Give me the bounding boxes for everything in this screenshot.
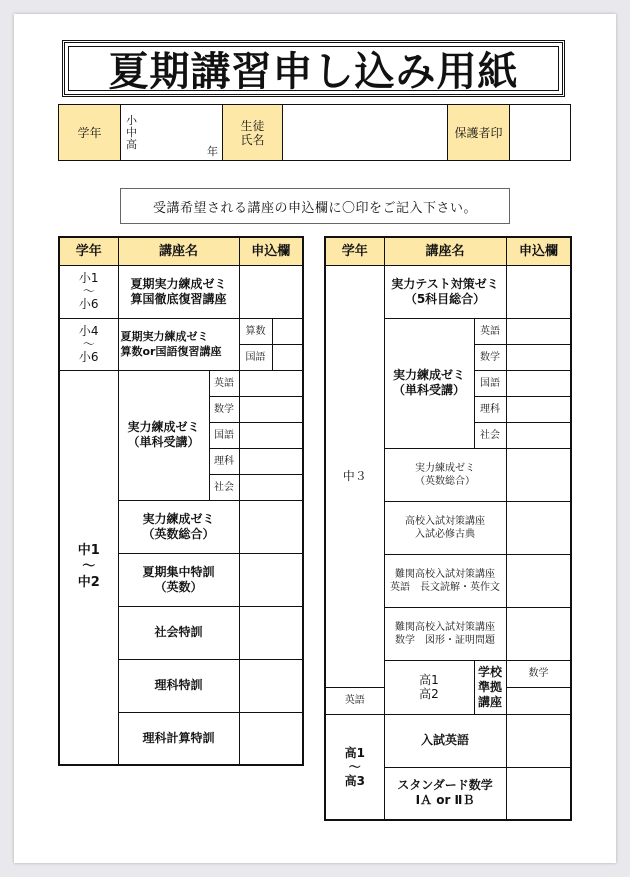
grade-cell: 小4 ～ 小6	[59, 318, 118, 370]
apply-cell[interactable]	[239, 500, 303, 553]
apply-cell[interactable]	[239, 265, 303, 318]
course-name: 社会特訓	[118, 606, 239, 659]
apply-cell[interactable]	[239, 712, 303, 765]
grade-option-high: 高	[126, 137, 137, 151]
apply-cell[interactable]	[239, 448, 303, 474]
subject-label: 英語	[325, 687, 384, 714]
grade-cell: 高1 ～ 高3	[325, 714, 384, 820]
apply-cell[interactable]	[239, 606, 303, 659]
grade-cell: 中1 ～ 中2	[59, 370, 118, 765]
grade-suffix: 年	[207, 145, 218, 158]
apply-cell[interactable]	[506, 554, 571, 607]
subject-label: 社会	[474, 422, 506, 448]
right-course-table	[324, 236, 572, 821]
subject-label: 社会	[209, 474, 239, 500]
grade-option-middle: 中	[126, 125, 137, 139]
apply-cell[interactable]	[506, 687, 571, 714]
course-column-header: 講座名	[118, 237, 239, 265]
apply-cell[interactable]	[506, 422, 571, 448]
course-name: 学校準拠講座	[474, 660, 506, 714]
course-name: 夏期実力練成ゼミ 算国徹底復習講座	[118, 265, 239, 318]
apply-column-header: 申込欄	[506, 237, 571, 265]
course-name: 入試英語	[384, 714, 506, 767]
subject-label: 理科	[209, 448, 239, 474]
student-info-table	[58, 104, 571, 161]
subject-label: 英語	[209, 370, 239, 396]
apply-cell[interactable]	[506, 318, 571, 344]
subject-label: 数学	[506, 660, 571, 687]
apply-cell[interactable]	[239, 659, 303, 712]
application-form-page	[14, 14, 616, 863]
apply-column-header: 申込欄	[239, 237, 303, 265]
student-name-field[interactable]	[283, 105, 448, 161]
subject-label: 英語	[474, 318, 506, 344]
apply-cell[interactable]	[239, 396, 303, 422]
apply-cell[interactable]	[506, 396, 571, 422]
grade-cell: 中３	[325, 265, 384, 687]
apply-cell[interactable]	[239, 370, 303, 396]
subject-label: 理科	[474, 396, 506, 422]
apply-cell[interactable]	[506, 607, 571, 660]
apply-cell[interactable]	[506, 370, 571, 396]
apply-cell[interactable]	[272, 318, 303, 344]
course-name: 実力練成ゼミ （英数総合）	[118, 500, 239, 553]
apply-cell[interactable]	[506, 714, 571, 767]
grade-column-header: 学年	[325, 237, 384, 265]
grade-cell: 高1 高2	[384, 660, 474, 714]
apply-cell[interactable]	[272, 344, 303, 370]
student-name-header: 生徒 氏名	[223, 105, 283, 161]
course-name: 高校入試対策講座 入試必修古典	[384, 501, 506, 554]
apply-cell[interactable]	[506, 448, 571, 501]
subject-label: 数学	[209, 396, 239, 422]
subject-label: 国語	[474, 370, 506, 396]
course-name: 実力練成ゼミ （単科受講）	[118, 370, 209, 500]
guardian-seal-header: 保護者印	[448, 105, 510, 161]
grade-option-elementary: 小	[126, 113, 137, 127]
grade-field[interactable]	[121, 105, 223, 161]
apply-cell[interactable]	[239, 474, 303, 500]
course-name: スタンダード数学 ⅠＡ or ⅡＢ	[384, 767, 506, 820]
course-name: 実力練成ゼミ （単科受講）	[384, 318, 474, 448]
course-name: 実力テスト対策ゼミ （5科目総合）	[384, 265, 506, 318]
course-name: 夏期集中特訓 （英数）	[118, 553, 239, 606]
subject-label: 数学	[474, 344, 506, 370]
subject-label: 国語	[239, 344, 272, 370]
course-name: 難関高校入試対策講座 数学 図形・証明問題	[384, 607, 506, 660]
apply-cell[interactable]	[506, 767, 571, 820]
guardian-seal-field[interactable]	[510, 105, 571, 161]
grade-header: 学年	[59, 105, 121, 161]
course-name: 理科計算特訓	[118, 712, 239, 765]
instruction-note: 受講希望される講座の申込欄に〇印をご記入下さい。	[120, 188, 510, 224]
form-title: 夏期講習申し込み用紙	[62, 40, 565, 97]
course-column-header: 講座名	[384, 237, 506, 265]
subject-label: 国語	[209, 422, 239, 448]
apply-cell[interactable]	[506, 501, 571, 554]
apply-cell[interactable]	[506, 265, 571, 318]
grade-column-header: 学年	[59, 237, 118, 265]
course-name: 難関高校入試対策講座 英語 長文読解・英作文	[384, 554, 506, 607]
grade-cell: 小1 ～ 小6	[59, 265, 118, 318]
course-name: 夏期実力練成ゼミ 算数or国語復習講座	[118, 318, 239, 370]
subject-label: 算数	[239, 318, 272, 344]
left-course-table	[58, 236, 304, 766]
course-name: 実力練成ゼミ （英数総合）	[384, 448, 506, 501]
course-name: 理科特訓	[118, 659, 239, 712]
apply-cell[interactable]	[506, 344, 571, 370]
apply-cell[interactable]	[239, 553, 303, 606]
apply-cell[interactable]	[239, 422, 303, 448]
